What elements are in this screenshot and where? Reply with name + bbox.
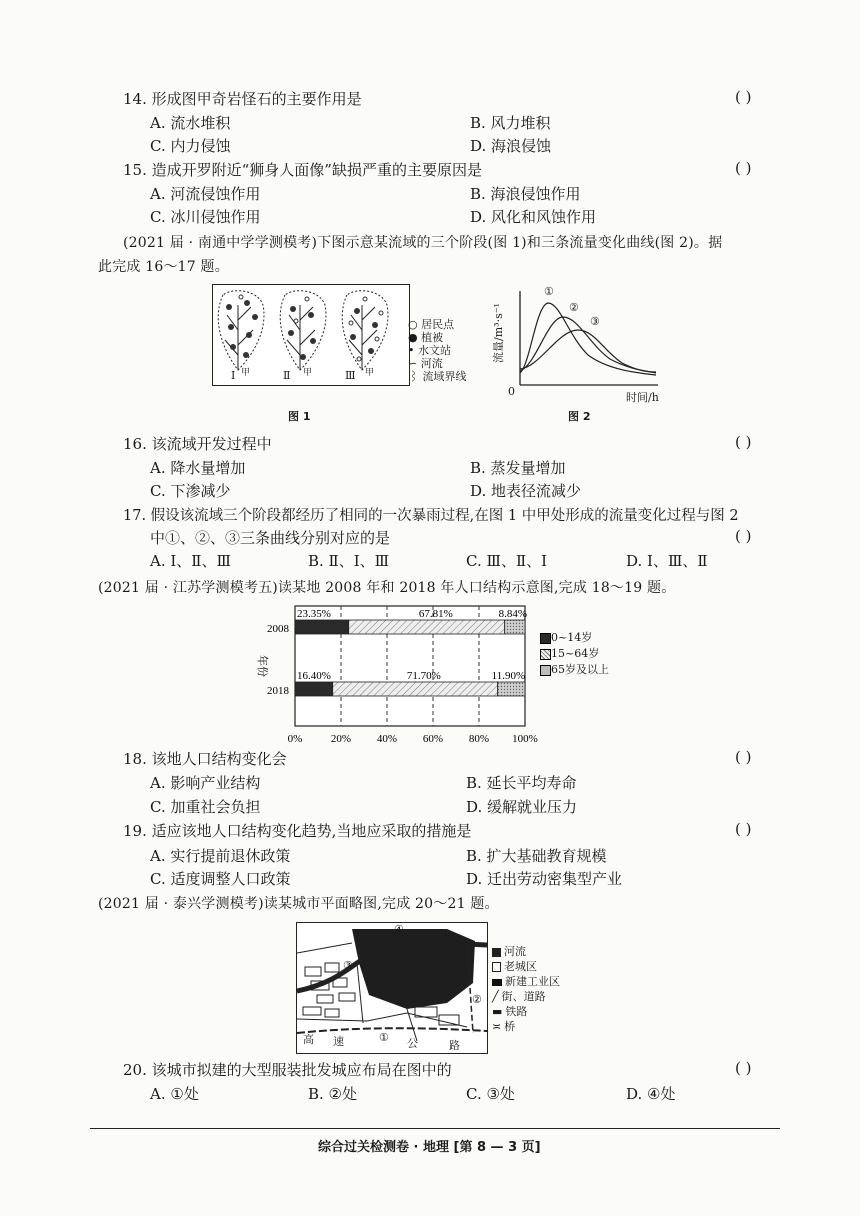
intro-16-17-line2: 此完成 16～17 题。	[98, 259, 229, 275]
legend-vegetation-label: 植被	[421, 331, 444, 344]
footer-rule	[90, 1128, 780, 1129]
legend-settlement-label: 居民点	[421, 318, 455, 331]
map-mark-1: ①	[379, 1031, 389, 1044]
q18-option-a: A. 影响产业结构	[150, 774, 261, 792]
figure1-caption: 图 1	[288, 410, 311, 423]
legend-road-label: 街、道路	[501, 990, 546, 1003]
q18-option-b: B. 延长平均寿命	[466, 774, 577, 792]
legend-age-0-14-label: 0~14岁	[551, 631, 593, 644]
legend-age-15-64-label: 15~64岁	[551, 647, 600, 660]
q20-option-b: B. ②处	[308, 1085, 358, 1103]
q16-stem: 16. 该流域开发过程中	[123, 435, 272, 453]
legend-road	[492, 989, 560, 1004]
settlement-icon: ○	[408, 318, 422, 331]
q17-stem-line1: 17. 假设该流域三个阶段都经历了相同的一次暴雨过程,在图 1 中甲处形成的流量变化过程与图 2	[123, 508, 739, 524]
q20-option-a: A. ①处	[150, 1085, 199, 1103]
data-label: 71.70%	[406, 670, 441, 682]
q17-option-a: A. Ⅰ、Ⅱ、Ⅲ	[150, 552, 231, 570]
new-industrial-zone	[352, 929, 475, 1009]
q18-stem: 18. 该地人口结构变化会	[123, 750, 287, 768]
x-tick-label: 40%	[376, 733, 398, 745]
dotted-swatch-icon	[540, 665, 551, 676]
q15-option-b: B. 海浪侵蚀作用	[470, 185, 581, 203]
stage-label-1: Ⅰ	[231, 369, 236, 382]
q17-option-d: D. Ⅰ、Ⅲ、Ⅱ	[626, 552, 708, 570]
category-label: 2008	[267, 623, 289, 635]
curve-label-2: ②	[569, 301, 579, 314]
q20-answer-paren: ( )	[735, 1059, 752, 1077]
hatched-swatch-icon	[540, 649, 551, 660]
q19-answer-paren: ( )	[735, 820, 752, 838]
legend-river-label: 河流	[420, 357, 443, 370]
point-jia-2: 甲	[303, 368, 313, 378]
q15-stem: 15. 造成开罗附近“狮身人面像”缺损严重的主要原因是	[123, 161, 482, 179]
data-label: 23.35%	[297, 608, 331, 620]
road-icon: ╱	[492, 990, 499, 1003]
bridge-icon: ≍	[492, 1020, 502, 1033]
q17-answer-paren: ( )	[735, 527, 752, 545]
q14-answer-paren: ( )	[735, 88, 752, 106]
y-axis-label: 年份	[256, 655, 268, 677]
legend-age-0-14	[540, 630, 609, 646]
legend-bridge	[492, 1019, 560, 1034]
figure2-caption: 图 2	[568, 410, 591, 423]
intro-18-19: (2021 届 · 江苏学测模考五)读某地 2008 年和 2018 年人口结构示意图,完成 18～19 题。	[98, 580, 676, 596]
intro-20-21: (2021 届 · 泰兴学测模考)读某城市平面略图,完成 20～21 题。	[98, 896, 499, 912]
road-char-3: 公	[407, 1037, 418, 1050]
city-map	[296, 922, 488, 1054]
q19-stem: 19. 适应该地人口结构变化趋势,当地应采取的措施是	[123, 822, 472, 840]
q18-option-c: C. 加重社会负担	[150, 798, 261, 816]
q20-stem: 20. 该城市拟建的大型服装批发城应布局在图中的	[123, 1061, 452, 1079]
q16-answer-paren: ( )	[735, 433, 752, 451]
legend-age-65-plus-label: 65岁及以上	[551, 663, 609, 676]
city-map-graphic	[297, 923, 487, 1053]
river-icon	[492, 948, 501, 957]
population-legend	[540, 630, 609, 678]
q18-answer-paren: ( )	[735, 748, 752, 766]
legend-old-town	[492, 959, 560, 974]
industrial-zone-icon	[492, 979, 502, 986]
legend-industrial-label: 新建工业区	[505, 975, 560, 988]
boundary-icon: ⌇	[408, 370, 423, 383]
curve-label-3: ③	[590, 315, 600, 328]
q17-stem-line2: 中①、②、③三条曲线分别对应的是	[150, 529, 391, 547]
data-label: 16.40%	[297, 670, 331, 682]
legend-age-65-plus	[540, 662, 609, 678]
hydrograph-graphic	[498, 285, 663, 405]
data-label: 8.84%	[498, 608, 528, 620]
legend-settlement	[408, 318, 467, 331]
legend-river-map	[492, 944, 560, 959]
legend-vegetation	[408, 331, 467, 344]
basin-stage-3	[342, 291, 388, 370]
road-char-2: 速	[333, 1035, 344, 1048]
legend-boundary-label: 流域界线	[422, 370, 467, 383]
x-tick-label: 0%	[287, 733, 303, 745]
q15-option-d: D. 风化和风蚀作用	[470, 208, 597, 226]
settlement-dots	[239, 295, 383, 361]
vegetation-icon: ●	[408, 331, 422, 344]
x-tick-label: 80%	[468, 733, 490, 745]
road-char-4: 路	[449, 1039, 460, 1052]
curve-1	[520, 303, 656, 375]
q16-option-a: A. 降水量增加	[150, 459, 246, 477]
river-icon: ∽	[408, 357, 421, 370]
legend-age-15-64	[540, 646, 609, 662]
dark-swatch-icon	[540, 633, 551, 644]
q17-option-c: C. Ⅲ、Ⅱ、Ⅰ	[466, 552, 548, 570]
curve-2	[520, 317, 656, 373]
stage-label-2: Ⅱ	[283, 369, 291, 382]
city-map-legend	[492, 944, 560, 1034]
q19-option-d: D. 迁出劳动密集型产业	[466, 870, 623, 888]
figure1-drainage-map	[212, 284, 410, 386]
x-tick-label: 100%	[512, 733, 538, 745]
station-icon: •	[408, 344, 418, 357]
data-label: 11.90%	[491, 670, 526, 682]
q14-option-d: D. 海浪侵蚀	[470, 137, 552, 155]
figure1-legend	[408, 318, 467, 383]
intro-16-17-line1: (2021 届 · 南通中学学测模考)下图示意某流域的三个阶段(图 1)和三条流量变化曲线(图 2)。据	[123, 235, 723, 251]
q19-option-a: A. 实行提前退休政策	[150, 847, 291, 865]
bar-segment-2	[349, 620, 505, 634]
point-jia-1: 甲	[241, 368, 251, 378]
data-label: 67.81%	[418, 608, 453, 620]
legend-river	[408, 357, 467, 370]
map-mark-4: ④	[394, 923, 404, 936]
legend-bridge-label: 桥	[504, 1020, 516, 1033]
q19-option-c: C. 适度调整人口政策	[150, 870, 291, 888]
figure2-hydrograph	[491, 285, 663, 405]
q15-option-c: C. 冰川侵蚀作用	[150, 208, 261, 226]
bar-segment-2	[333, 682, 498, 696]
legend-boundary	[408, 370, 467, 383]
q17-option-b: B. Ⅱ、Ⅰ、Ⅲ	[308, 552, 390, 570]
q18-option-d: D. 缓解就业压力	[466, 798, 578, 816]
origin-label: 0	[508, 385, 515, 398]
legend-old-town-label: 老城区	[504, 960, 537, 973]
basin-stage-1	[218, 291, 264, 370]
q14-stem: 14. 形成图甲奇岩怪石的主要作用是	[123, 90, 362, 108]
q14-option-b: B. 风力堆积	[470, 114, 551, 132]
bar-segment-1	[295, 682, 333, 696]
q20-option-d: D. ④处	[626, 1085, 676, 1103]
map-mark-3: ③	[343, 959, 353, 972]
q14-option-a: A. 流水堆积	[150, 114, 231, 132]
y-axis-label: 流量/m³·s⁻¹	[491, 303, 505, 363]
railway-icon: ▬	[492, 1005, 503, 1018]
q15-answer-paren: ( )	[735, 159, 752, 177]
x-axis-label: 时间/h	[626, 391, 659, 404]
bar-segment-3	[505, 620, 525, 634]
legend-river-map-label: 河流	[504, 945, 526, 958]
q16-option-d: D. 地表径流减少	[470, 482, 582, 500]
old-town-icon	[492, 962, 501, 972]
legend-railway	[492, 1004, 560, 1019]
bar-segment-3	[498, 682, 525, 696]
stage-label-3: Ⅲ	[345, 369, 356, 382]
legend-industrial	[492, 974, 560, 989]
expressway	[297, 1028, 487, 1033]
road-char-1: 高	[303, 1033, 314, 1046]
q14-option-c: C. 内力侵蚀	[150, 137, 231, 155]
legend-railway-label: 铁路	[505, 1005, 528, 1018]
legend-station	[408, 344, 467, 357]
legend-station-label: 水文站	[418, 344, 451, 357]
category-label: 2018	[267, 685, 289, 697]
x-tick-label: 20%	[330, 733, 352, 745]
point-jia-3: 甲	[365, 368, 375, 378]
page-footer: 综合过关检测卷 · 地理 [第 8 — 3 页]	[318, 1140, 541, 1155]
map-mark-2: ②	[472, 993, 482, 1006]
bar-segment-1	[295, 620, 349, 634]
q15-option-a: A. 河流侵蚀作用	[150, 185, 261, 203]
q19-option-b: B. 扩大基础教育规模	[466, 847, 607, 865]
q16-option-c: C. 下渗减少	[150, 482, 231, 500]
q16-option-b: B. 蒸发量增加	[470, 459, 566, 477]
curve-label-1: ①	[544, 285, 554, 298]
q20-option-c: C. ③处	[466, 1085, 515, 1103]
x-tick-label: 60%	[422, 733, 444, 745]
